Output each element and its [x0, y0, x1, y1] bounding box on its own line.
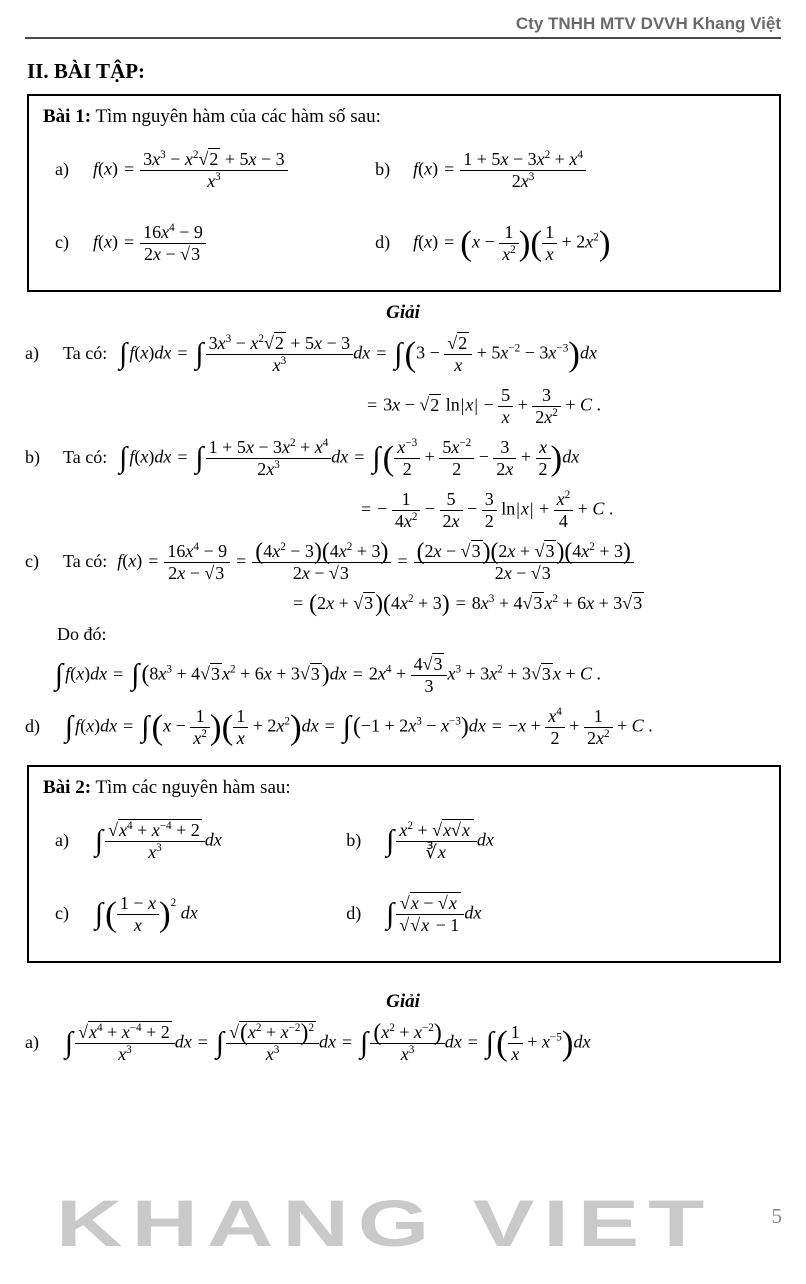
exercise-2-item-b: b) ∫ $\frac{x^2 + √x√x}{∛x}$ dx — [346, 820, 494, 862]
exercise-2-box — [27, 765, 781, 963]
solution-2a-line: a) ∫ $\frac{√x^4 + x^{-4} + 2}{x^3}$ dx = ∫ $\frac{√(x^2 + x^{-2})^2}{x^3}$ dx = ∫ $\frac{(x^2 + x^{-2})}{x^3}$ dx = ∫( $\frac{1}{x}$ + $x^{-5})dx$ — [25, 1019, 591, 1064]
header-company-name: Cty TNHH MTV DVVH Khang Việt — [515, 14, 781, 33]
solution-1c-line-3: ∫ $f(x)dx = \int(8x^3 + 4√3$ $x^2 + 6x + 3√3)dx = 2x^4$ + $\frac{4√3}{3}$ $x^3 + 3x^2 + 3√3$ x + C . — [55, 654, 602, 696]
solution-1b-line-2: = − $\frac{1}{4x^2}$ − $\frac{5}{2x}$ − $\frac{3}{2}$ ln|x| + $\frac{x^2}{4}$ + C . — [361, 489, 614, 531]
exercise-2-item-d: d) ∫ $\frac{√x - √x}{√√x - 1}$ dx — [346, 893, 482, 935]
page-number: 5 — [771, 1204, 782, 1228]
exercise-2-row-ab — [43, 811, 765, 872]
section-title: II. BÀI TẬP: — [27, 59, 146, 83]
exercise-2-prompt: Tìm các nguyên hàm sau: — [91, 777, 291, 798]
exercise-2-title — [43, 777, 765, 799]
solution-heading-1: Giải — [386, 302, 420, 323]
solution-1d-line: d) ∫ f(x)dx = ∫(x − $\frac{1}{x^2}$ )( $\frac{1}{x}$ + $2x^2)dx = \int(-1 + 2x^3 - x^{-3})dx = -x$ + $\frac{x^4}{2}$ + $\frac{1}{2x^2}$ + C . — [25, 706, 653, 748]
exercise-2-item-c: c) ∫( $\frac{1 - x}{x}$ )$^2$ dx — [55, 893, 198, 935]
solution-heading-2: Giải — [386, 991, 420, 1012]
solution-1c-line-2: = $(2x + √3)(4x^2 + 3) = 8x^3 + 4√3$ $x^2 + 6x + 3√3$ — [293, 590, 643, 617]
solution-1c-dodo-text: Do đó: — [57, 624, 107, 644]
exercise-1-item-d: d) f(x) = (x − $\frac{1}{x^2}$ )( $\frac{1}{x}$ + $2x^2$) — [375, 222, 611, 264]
exercise-2-row-cd — [43, 884, 765, 945]
solution-1b-line-1: b) Ta có: ∫ f(x)dx = ∫ $\frac{1 + 5x - 3x^2 + x^4}{2x^3}$ dx = ∫( $\frac{x^{-3}}{2}$ + $\frac{5x^{-2}}{2}$ − $\frac{3}{2x}$ + $\frac{x}{2}$ )dx — [25, 437, 580, 479]
exercise-1-label: Bài 1: — [43, 106, 92, 127]
solution-1c-line-1: c) Ta có: f(x) = $\frac{16x^4 - 9}{2x - √3}$ = $\frac{(4x^2 - 3)(4x^2 + 3)}{2x - √3}$ = $\frac{(2x - √3)(2x + √3)(4x^2 + 3)}{2x - √3}$ — [25, 541, 781, 584]
exercise-1-item-a: a) f(x) = $\frac{3x^3 - x^2√2 + 5x - 3}{x^3}$ — [43, 149, 375, 192]
exercise-1-box — [27, 94, 781, 292]
exercise-1-row-cd — [43, 213, 765, 274]
exercise-1-title — [43, 106, 765, 128]
solution-1a-line-1: a) Ta có: ∫ f(x)dx = ∫ $\frac{3x^3 - x^2√2 + 5x - 3}{x^3}$ dx = ∫(3 − $\frac{√2}{x}$ + $5x^{-2} - 3x^{-3})dx$ — [25, 333, 597, 375]
watermark: KHANG VIET — [56, 1186, 714, 1261]
exercise-1-item-c: c) f(x) = $\frac{16x^4 - 9}{2x - √3}$ — [43, 222, 375, 265]
exercise-1-row-ab — [43, 140, 765, 201]
exercise-1-prompt: Tìm nguyên hàm của các hàm số sau: — [91, 106, 381, 127]
exercise-2-item-a: a) ∫ $\frac{√x^4 + x^{-4} + 2}{x^3}$ dx — [55, 820, 222, 862]
page-content — [25, 0, 781, 1065]
exercise-2-label: Bài 2: — [43, 777, 92, 798]
exercise-1-item-b: b) f(x) = $\frac{1 + 5x - 3x^2 + x^4}{2x^3}$ — [375, 149, 765, 192]
solution-1a-line-2: = 3x − √2 ln|x| − $\frac{5}{x}$ + $\frac{3}{2x^2}$ + C . — [367, 385, 601, 427]
header-divider — [25, 37, 781, 39]
